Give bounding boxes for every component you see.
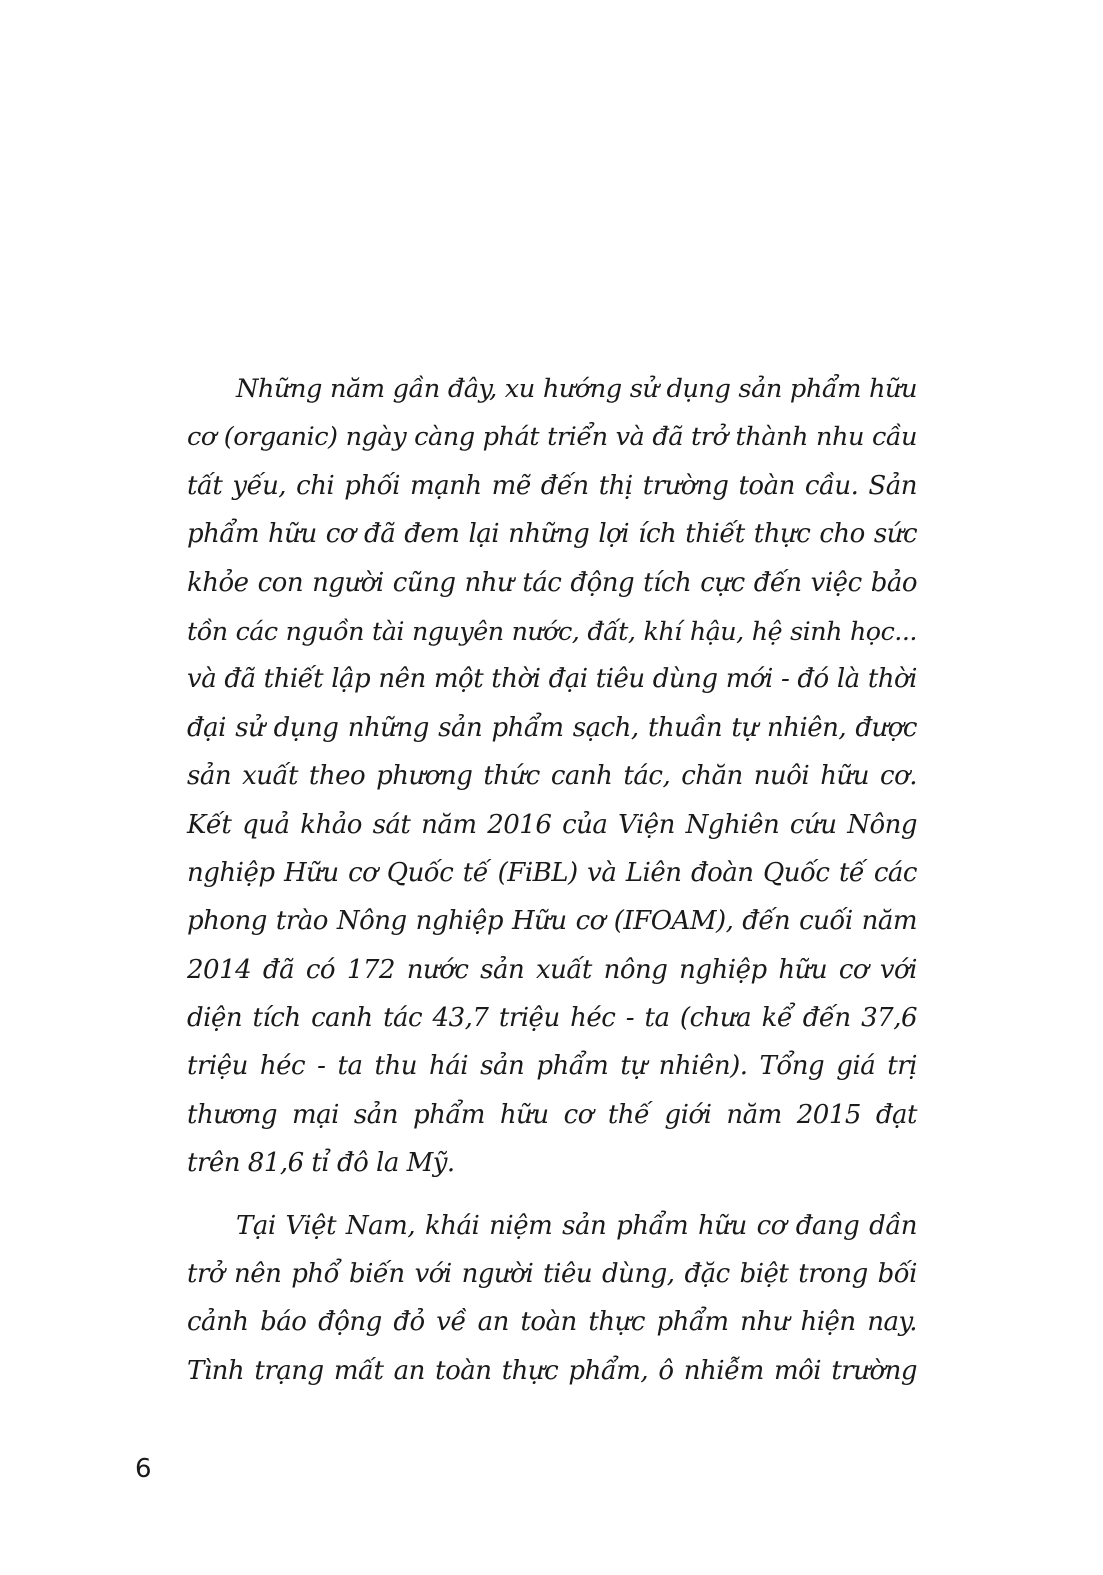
text-line: tất yếu, chi phối mạnh mẽ đến thị trường toàn cầu. Sản (187, 470, 917, 501)
body-text (187, 365, 917, 1395)
paragraph-1 (187, 365, 917, 1188)
text-line: Những năm gần đây, xu hướng sử dụng sản phẩm hữu (236, 374, 917, 404)
text-line: diện tích canh tác 43,7 triệu héc - ta (chưa kể đến 37,6 (187, 1003, 917, 1034)
text-line: triệu héc - ta thu hái sản phẩm tự nhiên). Tổng giá trị (187, 1051, 917, 1082)
text-line: nghiệp Hữu cơ Quốc tế (FiBL) và Liên đoàn Quốc tế các (187, 857, 917, 888)
page-number: 6 (135, 1454, 152, 1484)
text-line: Tình trạng mất an toàn thực phẩm, ô nhiễm môi trường (187, 1355, 917, 1386)
text-line: cảnh báo động đỏ về an toàn thực phẩm như hiện nay. (187, 1307, 917, 1338)
text-line: sản xuất theo phương thức canh tác, chăn nuôi hữu cơ. (187, 761, 917, 792)
text-line: đại sử dụng những sản phẩm sạch, thuần tự nhiên, được (187, 712, 917, 743)
text-line: 2014 đã có 172 nước sản xuất nông nghiệp hữu cơ với (187, 954, 917, 985)
text-line: cơ (organic) ngày càng phát triển và đã trở thành nhu cầu (187, 422, 917, 453)
text-line: tồn các nguồn tài nguyên nước, đất, khí hậu, hệ sinh học... (187, 615, 917, 646)
text-line: phẩm hữu cơ đã đem lại những lợi ích thiết thực cho sức (187, 519, 917, 550)
text-line: trên 81,6 tỉ đô la Mỹ. (187, 1148, 455, 1179)
text-line: Tại Việt Nam, khái niệm sản phẩm hữu cơ đang dần (236, 1210, 917, 1241)
text-line: trở nên phổ biến với người tiêu dùng, đặc biệt trong bối (187, 1259, 917, 1290)
paragraph-2 (187, 1202, 917, 1396)
text-line: phong trào Nông nghiệp Hữu cơ (IFOAM), đến cuối năm (187, 906, 917, 937)
text-line: Kết quả khảo sát năm 2016 của Viện Nghiên cứu Nông (187, 809, 917, 840)
text-line: khỏe con người cũng như tác động tích cực đến việc bảo (187, 567, 917, 598)
text-line: thương mại sản phẩm hữu cơ thế giới năm 2015 đạt (187, 1099, 917, 1130)
text-line: và đã thiết lập nên một thời đại tiêu dùng mới - đó là thời (187, 664, 917, 695)
